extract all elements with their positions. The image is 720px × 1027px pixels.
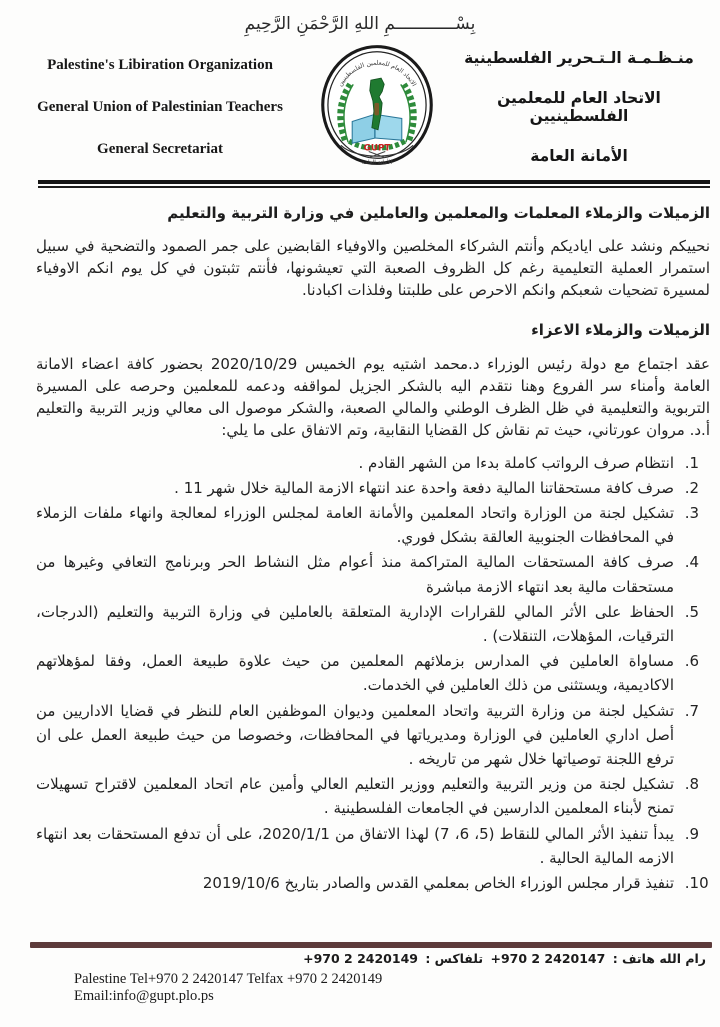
- agreement-item: 8. تشكيل لجنة من وزير التربية والتعليم ووزير التعليم العالي وأمين عام اتحاد المعلمين لاقتراح تسهيلات تمنح لأبناء المعلمين الدارسين في الجامعات الفلسطينية .: [36, 772, 680, 820]
- colleagues-heading: الزميلات والزملاء الاعزاء: [531, 321, 710, 340]
- fax-number: +970 2 2420149: [303, 951, 418, 966]
- letterhead-arabic-block: [448, 49, 710, 165]
- letter-footer: [0, 942, 720, 1005]
- agreement-item: 6. مساواة العاملين في المدارس بزملائهم المعلمين من حيث علاوة طبيعة العمل، وفقا لمؤهلاتهم الاكاديمية، ويستثنى من ذلك العاملين في الخدمات.: [36, 649, 680, 697]
- logo-acronym: GUPT: [363, 143, 391, 154]
- letterhead-english-line: General Secretariat: [97, 140, 223, 157]
- letterhead-arabic-line: منـظـمـة الـتـحرير الفلسطينية: [464, 49, 694, 67]
- agreement-item: 4. صرف كافة المستحقات المالية المتراكمة منذ أعوام مثل النشاط الحر وبرنامج التعافي وغيرها من مستحقات مالية بعد انتهاء الازمة مباشرة: [36, 550, 680, 598]
- letter-body: [0, 188, 720, 895]
- document-page: [0, 8, 720, 1027]
- meeting-paragraph: عقد اجتماع مع دولة رئيس الوزراء د.محمد اشتيه يوم الخميس 2020/10/29 بحضور كافة اعضاء الامانة العامة وأمناء سر الفروع وهنا نتقدم اليه بالشكر الجزيل لمواقفه ودعمه للمعلمين وحرصه على المسيرة التربوية والتعليمية في ظل الظرف الوطني والمالي الصعبة، والشكر موصول الى معالي وزير التربية والتعليم أ.د. مروان عورتاني، حيث تم نقاش كل القضايا النقابية، وتم الاتفاق على ما يلي:: [36, 355, 710, 439]
- letterhead-arabic-line: الأمانة العامة: [530, 147, 628, 165]
- agreement-item: 3. تشكيل لجنة من الوزارة واتحاد المعلمين والأمانة العامة لمجلس الوزراء لمعالجة وانهاء ملفات الزملاء في المحافظات الجنوبية العالقة بشكل فوري.: [36, 501, 680, 549]
- footer-contacts-arabic: [0, 948, 720, 966]
- footer-phone-line: Palestine Tel+970 2 2420147 Telfax +970 2 2420149: [74, 971, 383, 987]
- salutation-heading: الزميلات والزملاء المعلمات والمعلمين والعاملين في وزارة التربية والتعليم: [167, 204, 710, 222]
- footer-contacts-english: [0, 966, 720, 1005]
- letterhead-english-block: [14, 57, 306, 158]
- bismillah-calligraphy: بِسْــــــــــــمِ اللهِ الرَّحْمَنِ الرَّحِيمِ: [244, 14, 476, 34]
- logo-figure-icon: [374, 103, 379, 115]
- header-separator-rule: [38, 180, 710, 188]
- logo-circular-text: الاتحاد العام للمعلمين الفلسطينيين: [336, 59, 418, 88]
- greeting-paragraph: نحييكم ونشد على اياديكم وأنتم الشركاء المخلصين والاوفياء القابضين على جمر الصمود والتضحية في سبيل استمرار العملية التعليمية رغم كل الظروف الصعبة التي تعيشونها، فأنتم تثبتون في كل يوم انكم الاوفياء لمسيرة تضحيات شعبكم وانكم الاحرص على طلبتنا وفلذات اكبادنا.: [36, 237, 710, 299]
- footer-email-line: Email:info@gupt.plo.ps: [74, 988, 214, 1004]
- phone-number: +970 2 2420147: [490, 951, 606, 966]
- logo-ribbon-text: الأمانة العامة: [361, 159, 393, 166]
- agreement-item: 7. تشكيل لجنة من وزارة التربية واتحاد المعلمين وديوان الموظفين العام للنظر في قضايا الاداريين من أصل اداري العاملين في الوزارة ومديرياتها في المحافظات، وخصوصا من حيث طبيعة العمل على ان ترفع اللجنة توصياتها خلال شهر من تاريخه .: [36, 699, 680, 772]
- agreement-item: 5. الحفاظ على الأثر المالي للقرارات الإدارية المتعلقة بالعاملين في وزارة التربية والتعليم (الدرجات، الترقيات، المؤهلات، التنقلات) .: [36, 600, 680, 648]
- letterhead-english-line: General Union of Palestinian Teachers: [37, 98, 283, 115]
- letterhead-english-line: Palestine's Libiration Organization: [47, 56, 273, 73]
- gupt-logo: [319, 43, 435, 167]
- agreement-item: 1. انتظام صرف الرواتب كاملة بدءا من الشهر القادم .: [36, 451, 680, 475]
- agreement-item: 10. تنفيذ قرار مجلس الوزراء الخاص بمعلمي القدس والصادر بتاريخ 2019/10/6: [36, 871, 680, 895]
- letterhead: [0, 42, 720, 174]
- agreement-list: [36, 451, 710, 896]
- agreement-item: 9. يبدأ تنفيذ الأثر المالي للنقاط (5، 6، 7) لهذا الاتفاق من 2020/1/1، على أن تدفع المستحقات بعد انتهاء الازمه المالية الحالية .: [36, 822, 680, 870]
- telefax-label: تلفاكس :: [425, 951, 484, 966]
- ramallah-phone-label: رام الله هاتف :: [612, 951, 706, 966]
- letterhead-arabic-line: الاتحاد العام للمعلمين الفلسطينيين: [497, 89, 661, 125]
- agreement-item: 2. صرف كافة مستحقاتنا المالية دفعة واحدة عند انتهاء الازمة المالية خلال شهر 11 .: [36, 476, 680, 500]
